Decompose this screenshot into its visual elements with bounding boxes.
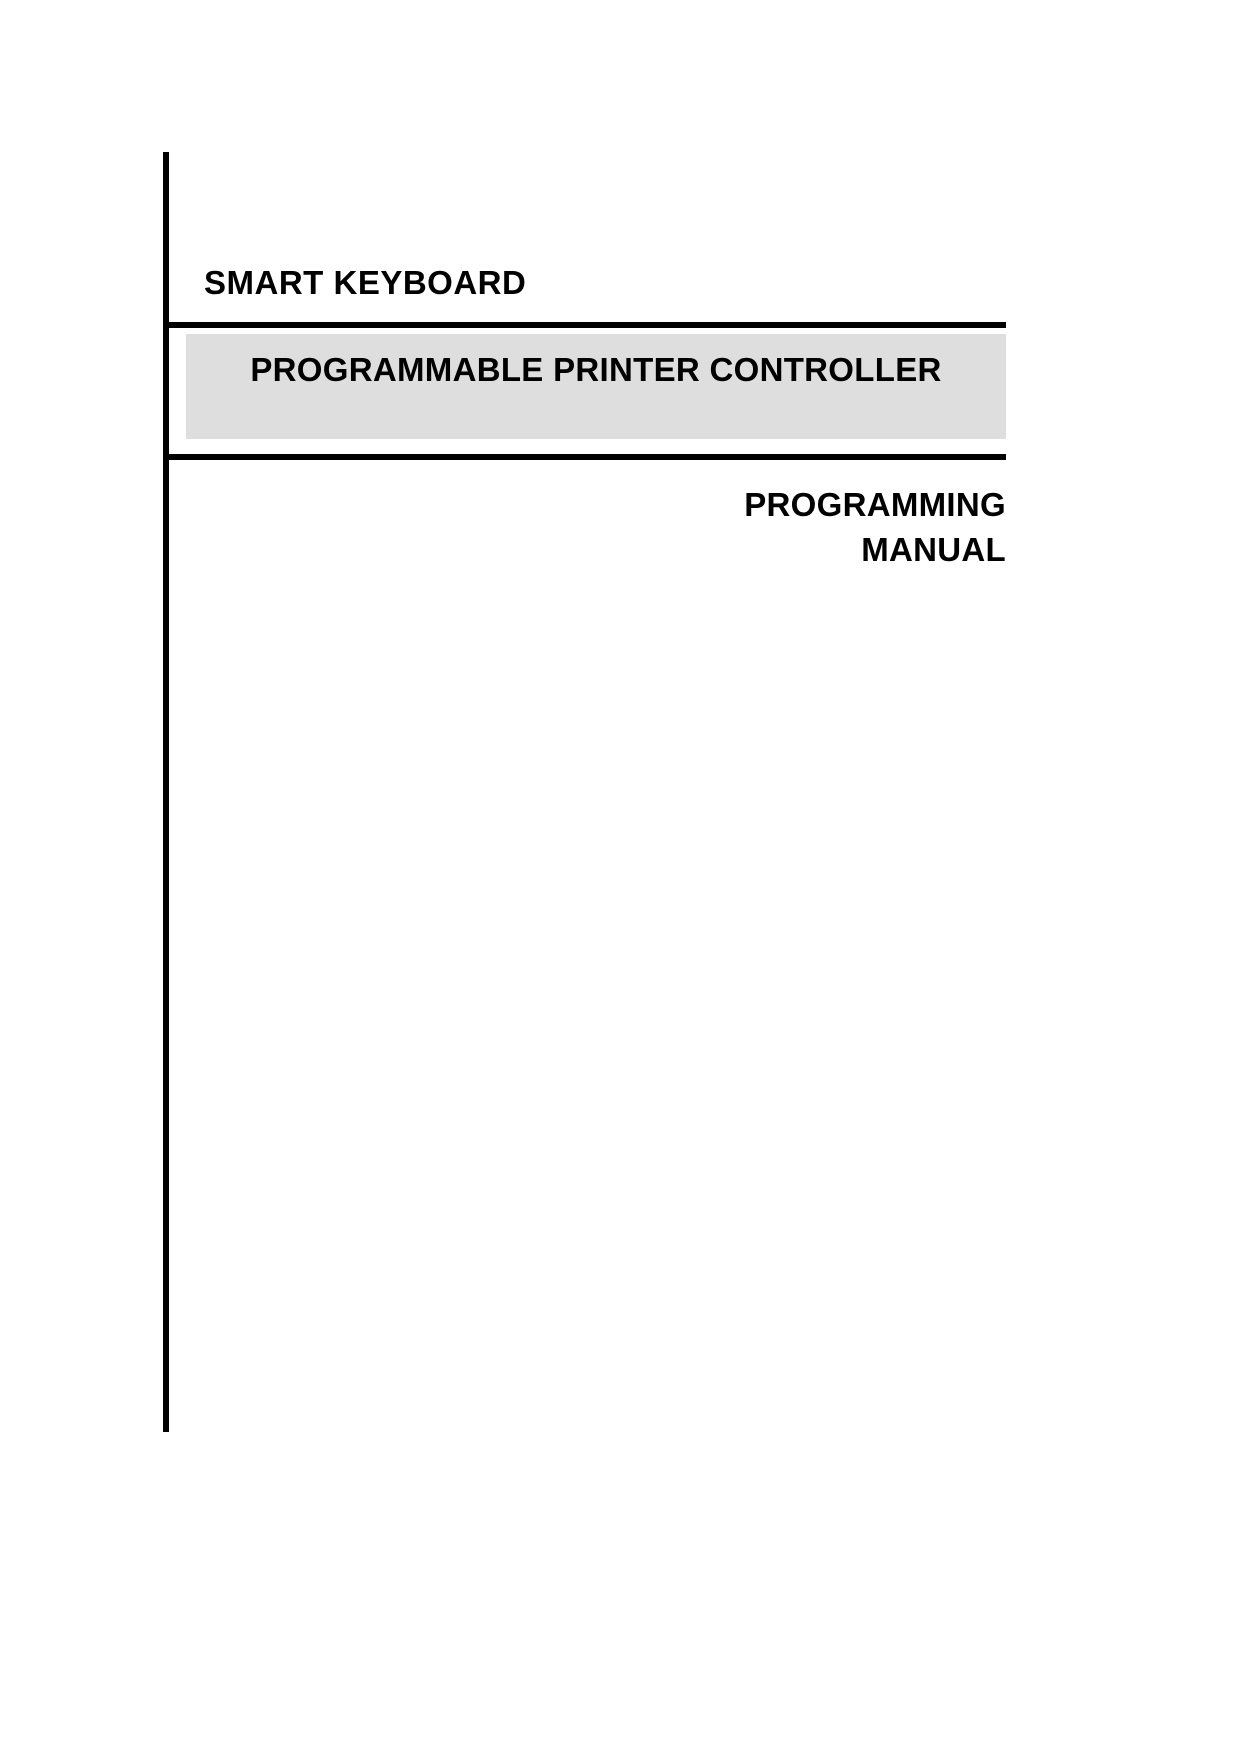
- document-type-line-1: PROGRAMMING: [744, 486, 1006, 523]
- cover-rule-top: [169, 322, 1006, 328]
- banner-title: PROGRAMMABLE PRINTER CONTROLLER: [250, 351, 942, 388]
- document-type-line-2: MANUAL: [861, 531, 1006, 568]
- cover-rule-bottom: [169, 454, 1006, 460]
- cover-vertical-rule: [163, 152, 169, 1432]
- banner-title-box: [186, 334, 1006, 439]
- document-type: [169, 482, 1006, 572]
- product-name: SMART KEYBOARD: [204, 264, 527, 301]
